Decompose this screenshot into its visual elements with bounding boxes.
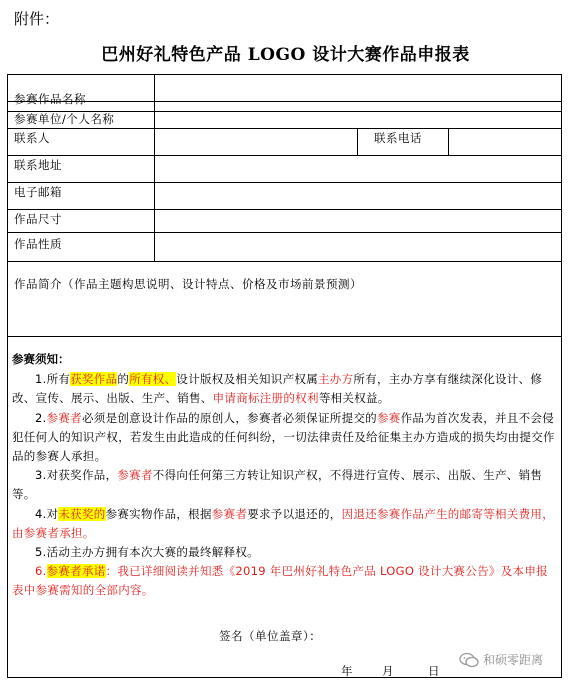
address-label: 联系地址 xyxy=(14,158,62,172)
work-name-label: 参赛作品名称 xyxy=(14,92,86,106)
notice-item-1: 1.所有获奖作品的所有权、设计版权及相关知识产权属主办方所有，主办方享有继续深化设计、修改、宣传、展示、出版、生产、销售、申请商标注册的权利等相关权益。 xyxy=(12,372,543,406)
row-divider xyxy=(8,209,561,210)
notice-item-3: 3.对获奖作品，参赛者不得向任何第三方转让知识产权，不得进行宣传、展示、出版、生产、销售等。 xyxy=(12,468,543,502)
intro-label: 作品简介（作品主题构思说明、设计特点、价格及市场前景预测） xyxy=(14,277,362,291)
column-divider xyxy=(357,128,358,155)
application-form xyxy=(7,74,562,678)
row-divider xyxy=(8,261,561,262)
date-month: 月 xyxy=(382,664,394,678)
notice-item-6: 6.参赛者承诺：我已详细阅读并知悉《2019 年巴州好礼特色产品 LOGO 设计大赛公告》及本申报表中参赛需知的全部内容。 xyxy=(12,564,548,598)
row-divider xyxy=(8,101,561,102)
date-year: 年 xyxy=(341,664,353,678)
contact-label: 联系人 xyxy=(14,131,50,145)
notice-item-4: 4.对未获奖的参赛实物作品，根据参赛者要求予以退还的，因退还参赛作品产生的邮寄等相关费用，由参赛者承担。 xyxy=(12,506,554,540)
signature-label: 签名（单位盖章）： xyxy=(219,629,322,643)
wechat-icon xyxy=(459,652,479,668)
column-divider xyxy=(154,75,155,261)
page-title: 巴州好礼特色产品 LOGO 设计大赛作品申报表 xyxy=(101,45,470,65)
unit-name-label: 参赛单位/个人名称 xyxy=(14,112,115,126)
notice-heading: 参赛须知： xyxy=(12,352,70,366)
notice-item-2: 2.参赛者必须是创意设计作品的原创人，参赛者必须保证所提交的参赛作品为首次发表，并且不会侵犯任何人的知识产权，若发生由此造成的任何纠纷，一切法律责任及给征集主办方造成的损失均由提交作品的参赛人承担。 xyxy=(12,410,555,464)
entry-notice xyxy=(12,350,557,601)
row-divider xyxy=(8,182,561,183)
attachment-label: 附件： xyxy=(14,10,60,28)
column-divider xyxy=(448,128,449,155)
watermark-text: 和硕零距离 xyxy=(483,653,544,667)
nature-label: 作品性质 xyxy=(14,237,62,251)
date-day: 日 xyxy=(428,664,440,678)
notice-item-5: 5.活动主办方拥有本次大赛的最终解释权。 xyxy=(35,545,259,560)
row-divider xyxy=(8,336,561,337)
row-divider xyxy=(8,232,561,233)
size-label: 作品尺寸 xyxy=(14,212,62,226)
watermark xyxy=(459,651,543,668)
row-divider xyxy=(8,128,561,129)
email-label: 电子邮箱 xyxy=(14,185,62,199)
phone-label: 联系电话 xyxy=(374,131,422,145)
row-divider xyxy=(8,155,561,156)
